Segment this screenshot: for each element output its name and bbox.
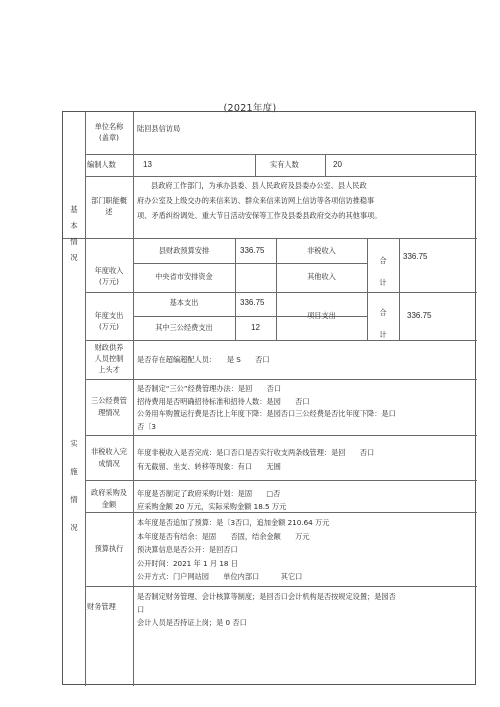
staff-quota-label: 编制人数 (87, 160, 116, 169)
annual-expense-label: 年度支出 (万元) (94, 311, 124, 331)
finance-mgmt-text: 是否制定财务管理、会计核算等制度；是回否口会计机构是否按规定设置；是园否 口 会计人员是否持证上岗；是 0 否口 (137, 592, 396, 627)
annual-income-label: 年度收入 (万元) (94, 266, 124, 286)
basic-section-label: 基 本 情 况 (70, 205, 78, 262)
procurement-label: 政府采购及 金额 (91, 488, 127, 509)
other-income-label: 其他收入 (307, 272, 336, 281)
report-year-title: (2021年度) (223, 103, 277, 114)
actual-staff-label: 实有人数 (270, 160, 299, 169)
staff-quota-value: 13 (143, 160, 152, 169)
budget-execution-text: 本年度是否追加了预算：是〔3否口，追加金额 210.64 万元 本年度是否有结余：是固 否固，结余金额 万元 预决算信息是否公开：是回否口 公开时间：2021 年 1 月 18 日 公开方式：门户网站园 单位内部口 其它口 (137, 518, 330, 581)
row-divider (85, 435, 477, 436)
column-divider (399, 238, 400, 340)
three-public-mgmt-label: 三公经费管 理情况 (91, 396, 127, 417)
row-divider (85, 176, 477, 177)
row-divider (85, 379, 477, 380)
expense-total-label: 合 计 (379, 308, 387, 339)
non-tax-income-label: 非税收入 (307, 246, 336, 255)
performance-form (62, 111, 476, 685)
budget-execution-label: 预算执行 (94, 544, 124, 553)
column-divider (325, 154, 326, 176)
finance-mgmt-label: 财务管理 (87, 602, 116, 611)
procurement-text: 年度是否制定了政府采购计划：是固 □否 应采购金额 20 万元，实际采购金额 18.5 万元 (137, 489, 287, 511)
column-divider (255, 154, 256, 176)
section-divider (63, 238, 477, 239)
row-divider (85, 480, 477, 481)
project-expense-label: 项目支出 (307, 311, 336, 320)
section-divider (85, 340, 477, 341)
income-total-value: 336.75 (403, 252, 428, 261)
basic-expense-label: 基本支出 (169, 298, 199, 307)
county-budget-label: 县财政预算安排 (158, 246, 210, 255)
expense-total-value: 336.75 (407, 311, 432, 320)
staff-control-label: 财政供养 人员控制 上头才 (94, 343, 124, 374)
column-divider (133, 112, 134, 686)
three-public-expense-value: 12 (251, 323, 260, 332)
unit-name-label: 单位名称 (盖章) (94, 122, 124, 142)
basic-expense-value: 336.75 (240, 298, 265, 307)
non-tax-completion-label: 非税收入完 成情况 (91, 447, 127, 468)
three-public-expense-label: 其中三公经费支出 (155, 323, 213, 332)
central-fund-label: 中央省市安排资金 (155, 272, 213, 281)
function-description: 县政府工作部门，为承办县委、县人民政府及县委办公室、县人民政 府办公室及上级交办的来信来访、群众来信来访网上信访等各项信访推稳事 项、矛盾纠纷调处、重大节日活动安保等工作及县委县政府交办的其他事项。 (137, 181, 382, 220)
function-label: 部门职能概 述 (91, 196, 127, 216)
row-divider (85, 292, 477, 293)
staff-control-text: 是否存在超编超配人员： 是 S 否口 (137, 355, 270, 364)
row-divider (85, 154, 477, 155)
income-total-label: 合 计 (379, 256, 387, 287)
non-tax-completion-text: 年度非税收入是否完成：是口否口是否实行收支两条线管理：是回 否口 有无截留、坐支、转移等现象：有口 无圄 (137, 448, 375, 471)
row-divider (85, 586, 477, 587)
three-public-mgmt-text: 是否制定“三公”经费管理办法：是回 否口 招待费用是否明确招待标准和招待人数：是园 否口 公务用车购置运行费是否比上年度下降：是园否口三公经费是否比年度下降：是口 否〔3 (137, 384, 396, 431)
county-budget-value: 336.75 (240, 246, 265, 255)
unit-name-value: 陆回县信访局 (137, 124, 181, 133)
column-divider (235, 238, 236, 340)
actual-staff-value: 20 (333, 160, 342, 169)
implementation-section-label: 实 施 情 况 (70, 439, 78, 532)
row-divider (133, 263, 367, 264)
